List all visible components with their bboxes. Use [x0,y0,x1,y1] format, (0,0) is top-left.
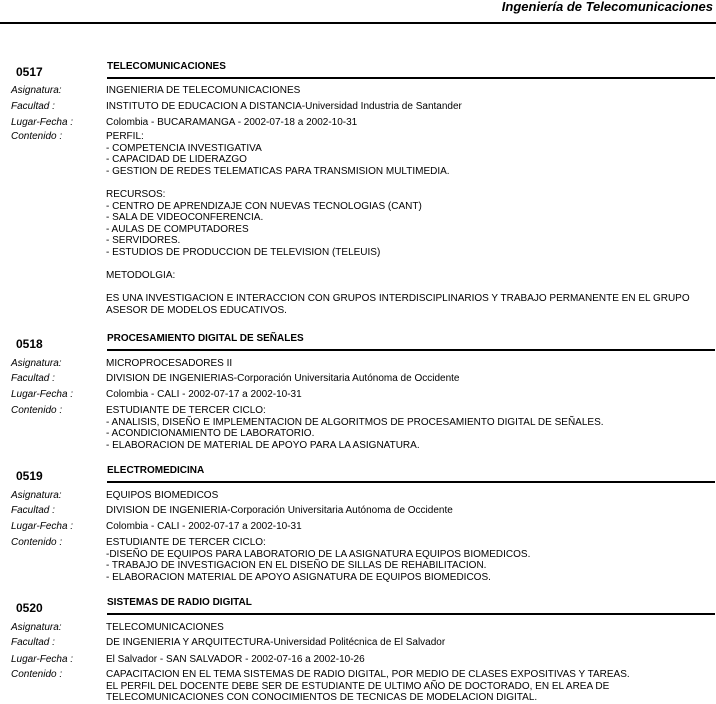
contenido-label: Contenido : [11,131,63,142]
contenido-line: - ELABORACION MATERIAL DE APOYO ASIGNATURA DE EQUIPOS BIOMEDICOS. [106,571,491,583]
contenido-line: - ANALISIS, DISEÑO E IMPLEMENTACION DE ALGORITMOS DE PROCESAMIENTO DIGITAL DE SEÑALES. [106,416,604,428]
page-title: Ingeniería de Telecomunicaciones [501,0,713,14]
contenido-line: ESTUDIANTE DE TERCER CICLO: [106,405,266,416]
contenido-line [106,177,706,189]
lugar-fecha-value: El Salvador - SAN SALVADOR - 2002-07-16 a 2002-10-26 [106,654,365,665]
contenido-line: - CAPACIDAD DE LIDERAZGO [106,154,247,166]
contenido-line: RECURSOS: [106,188,166,200]
facultad-value: DIVISION DE INGENIERIA-Corporación Universitaria Autónoma de Occidente [106,505,453,516]
lugar-fecha-label: Lugar-Fecha : [11,654,74,665]
asignatura-value: TELECOMUNICACIONES [106,622,224,633]
contenido-value [106,669,706,704]
contenido-line: ASESOR DE MODELOS EDUCATIVOS. [106,304,287,316]
contenido-line: METODOLGIA: [106,270,176,282]
contenido-line: - ACONDICIONAMIENTO DE LABORATORIO. [106,428,315,440]
course-heading: SISTEMAS DE RADIO DIGITAL [107,597,715,615]
course-heading: ELECTROMEDICINA [107,465,715,483]
asignatura-label: Asignatura: [11,358,62,369]
lugar-fecha-value: Colombia - CALI - 2002-07-17 a 2002-10-31 [106,521,302,532]
facultad-value: DE INGENIERIA Y ARQUITECTURA-Universidad Politécnica de El Salvador [106,637,446,648]
lugar-fecha-label: Lugar-Fecha : [11,117,74,128]
page-header [0,0,716,24]
contenido-line: - CENTRO DE APRENDIZAJE CON NUEVAS TECNOLOGIAS (CANT) [106,200,422,212]
lugar-fecha-value: Colombia - BUCARAMANGA - 2002-07-18 a 2002-10-31 [106,117,358,128]
lugar-fecha-value: Colombia - CALI - 2002-07-17 a 2002-10-31 [106,389,302,400]
contenido-value [106,405,706,451]
contenido-line: - SALA DE VIDEOCONFERENCIA. [106,212,264,224]
contenido-line: PERFIL: [106,131,144,142]
contenido-value [106,537,706,583]
contenido-line: EL PERFIL DEL DOCENTE DEBE SER DE ESTUDIANTE DE ULTIMO AÑO DE DOCTORADO, EN EL AREA DE [106,680,610,692]
contenido-line: ESTUDIANTE DE TERCER CICLO: [106,537,266,548]
contenido-line: - GESTION DE REDES TELEMATICAS PARA TRANSMISION MULTIMEDIA. [106,165,450,177]
facultad-value: DIVISION DE INGENIERIAS-Corporación Universitaria Autónoma de Occidente [106,373,460,384]
contenido-line: - ESTUDIOS DE PRODUCCION DE TELEVISION (TELEUIS) [106,246,381,258]
facultad-label: Facultad : [11,637,55,648]
contenido-label: Contenido : [11,405,63,416]
contenido-line: ES UNA INVESTIGACION E INTERACCION CON GRUPOS INTERDISCIPLINARIOS Y TRABAJO PERMANENTE EN EL GRUPO [106,293,690,305]
lugar-fecha-label: Lugar-Fecha : [11,389,74,400]
asignatura-value: MICROPROCESADORES II [106,358,233,369]
facultad-value: INSTITUTO DE EDUCACION A DISTANCIA-Universidad Industria de Santander [106,101,462,112]
asignatura-value: INGENIERIA DE TELECOMUNICACIONES [106,85,301,96]
asignatura-value: EQUIPOS BIOMEDICOS [106,490,219,501]
course-code: 0519 [16,469,43,483]
contenido-line: - SERVIDORES. [106,235,181,247]
contenido-value [106,131,706,317]
facultad-label: Facultad : [11,505,55,516]
contenido-line: -DISEÑO DE EQUIPOS PARA LABORATORIO DE LA ASIGNATURA EQUIPOS BIOMEDICOS. [106,548,531,560]
contenido-line [106,259,706,271]
asignatura-label: Asignatura: [11,622,62,633]
lugar-fecha-label: Lugar-Fecha : [11,521,74,532]
course-code: 0517 [16,65,43,79]
contenido-line: TELECOMUNICACIONES CON CONOCIMIENTOS DE TECNICAS DE MODELACION DIGITAL. [106,692,538,704]
contenido-label: Contenido : [11,669,63,680]
contenido-line: - ELABORACION DE MATERIAL DE APOYO PARA LA ASIGNATURA. [106,439,420,451]
contenido-line: - AULAS DE COMPUTADORES [106,223,249,235]
contenido-line: - TRABAJO DE INVESTIGACION EN EL DISEÑO DE SILLAS DE REHABILITACION. [106,560,487,572]
contenido-line: CAPACITACION EN EL TEMA SISTEMAS DE RADIO DIGITAL, POR MEDIO DE CLASES EXPOSITIVAS Y TAREAS. [106,669,630,680]
course-heading: TELECOMUNICACIONES [107,61,715,79]
course-code: 0518 [16,337,43,351]
contenido-line [106,282,706,294]
contenido-label: Contenido : [11,537,63,548]
asignatura-label: Asignatura: [11,85,62,96]
facultad-label: Facultad : [11,373,55,384]
asignatura-label: Asignatura: [11,490,62,501]
course-code: 0520 [16,601,43,615]
contenido-line: - COMPETENCIA INVESTIGATIVA [106,142,262,154]
facultad-label: Facultad : [11,101,55,112]
course-heading: PROCESAMIENTO DIGITAL DE SEÑALES [107,333,715,351]
